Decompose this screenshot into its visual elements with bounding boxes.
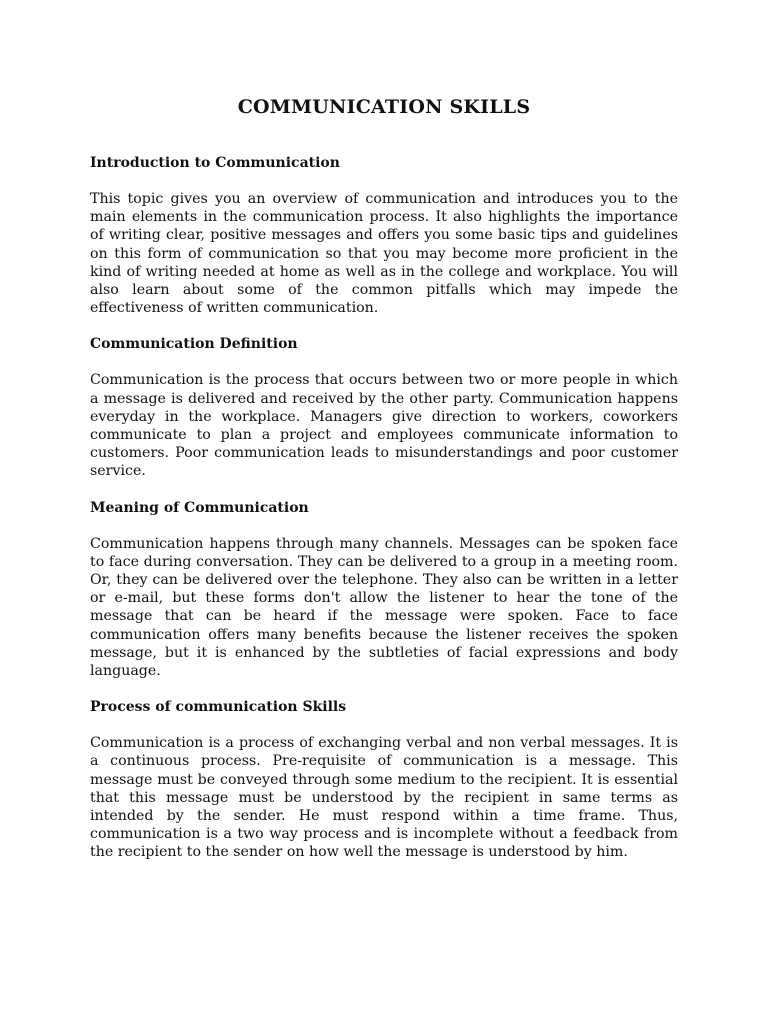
section-heading: Communication Definition (90, 336, 298, 353)
section-definition (90, 335, 678, 480)
section-heading: Introduction to Communication (90, 155, 340, 171)
section-paragraph: This topic gives you an overview of communication and introduces you to the main elements in the communication process. It also highlights the importance of writing clear, positive messages and offers you some basic tips and guidelines on this form of communication so that you may become more proficient in the kind of writing needed at home as well as in the college and workplace. You will also learn about some of the common pitfalls which may impede the effectiveness of written communication. (90, 191, 678, 317)
section-paragraph: Communication is the process that occurs between two or more people in which a message is delivered and received by the other party. Communication happens everyday in the workplace. Managers give direction to workers, coworkers communicate to plan a project and employees communicate information to customers. Poor communication leads to misunderstandings and poor customer service. (90, 372, 678, 480)
document-page (90, 92, 678, 880)
section-meaning (90, 499, 678, 681)
document-title: COMMUNICATION SKILLS (237, 96, 531, 118)
section-heading: Meaning of Communication (90, 499, 309, 516)
section-paragraph: Communication happens through many channels. Messages can be spoken face to face during conversation. They can be delivered to a group in a meeting room. Or, they can be delivered over the telephone. They also can be written in a letter or e-mail, but these forms don't allow the listener to hear the tone of the message that can be heard if the message were spoken. Face to face communication offers many benefits because the listener receives the spoken message, but it is enhanced by the subtleties of facial expressions and body language. (90, 535, 678, 680)
section-paragraph: Communication is a process of exchanging verbal and non verbal messages. It is a continuous process. Pre-requisite of communication is a message. This message must be conveyed through some medium to the recipient. It is essential that this message must be understood by the recipient in same terms as intended by the sender. He must respond within a time frame. Thus, communication is a two way process and is incomplete without a feedback from the recipient to the sender on how well the message is understood by him. (90, 735, 678, 861)
section-heading: Process of communication Skills (90, 699, 347, 716)
section-introduction (90, 154, 678, 317)
section-process (90, 698, 678, 861)
